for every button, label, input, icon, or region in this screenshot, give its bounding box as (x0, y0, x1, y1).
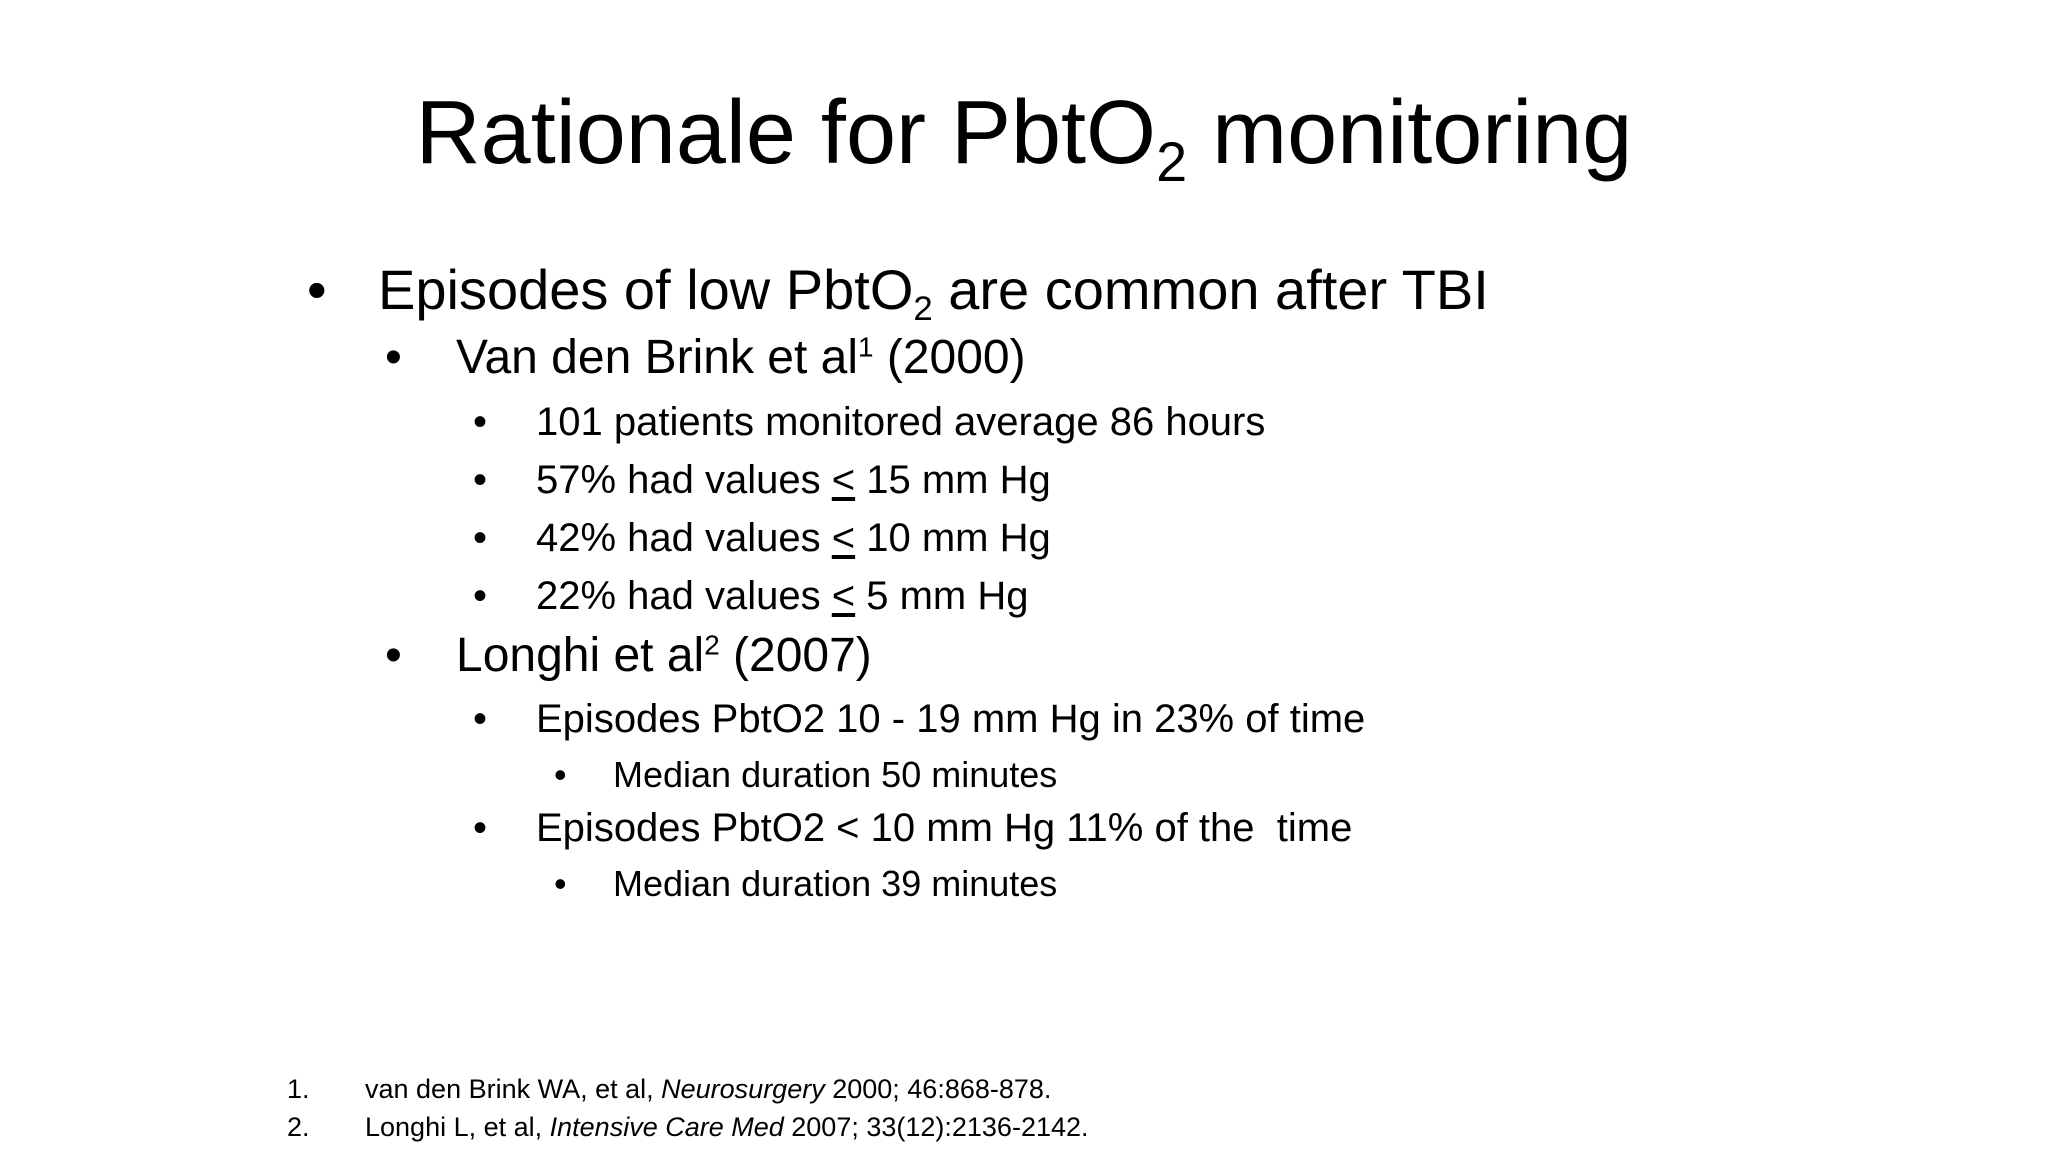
bullet-dot: • (473, 516, 488, 560)
list-item (473, 396, 1265, 448)
sub-list-item-text: Median duration 50 minutes (613, 754, 1058, 795)
reference-item (287, 1070, 1089, 1108)
list-item (473, 454, 1051, 506)
bullet-dot: • (473, 458, 488, 502)
list-item-text: 57% had values < 15 mm Hg (536, 458, 1051, 502)
reference-number: 2. (287, 1112, 310, 1142)
sub-list-item-text: Median duration 39 minutes (613, 863, 1058, 904)
study-title: Longhi et $al^2$ (2007) (456, 629, 872, 682)
bullet-dot: • (473, 574, 488, 618)
reference-item (287, 1108, 1089, 1146)
bullet-dot: • (473, 697, 488, 741)
sub-list-item (554, 752, 1057, 798)
list-item-text: 42% had values < 10 mm Hg (536, 516, 1051, 560)
list-item-text: 22% had values < 5 mm Hg (536, 574, 1029, 618)
references (287, 1070, 1089, 1146)
reference-number: 1. (287, 1074, 310, 1104)
bullet-dot: • (473, 806, 488, 850)
study-title: Van den Brink et $al^1$ (2000) (456, 331, 1026, 384)
study-bullet-longhi (385, 626, 872, 686)
list-item (473, 802, 1352, 854)
study-bullet-van-den-brink (385, 328, 1026, 388)
reference-text: Longhi L, et al, Intensive Care Med 2007; 33(12):2136-2142. (365, 1112, 1089, 1142)
bullet-dot: • (554, 754, 567, 795)
reference-text: van den Brink WA, et al, Neurosurgery 2000; 46:868-878. (365, 1074, 1052, 1104)
bullet-dot: • (307, 258, 327, 321)
list-item-text: Episodes PbtO2 < 10 mm Hg 11% of the time (536, 806, 1353, 850)
bullet-dot: • (554, 863, 567, 904)
bullet-dot: • (385, 629, 402, 682)
bullet-dot: • (473, 400, 488, 444)
title-text: Rationale for PbtO (415, 83, 1157, 183)
bullet-dot: • (385, 331, 402, 384)
list-item (473, 512, 1051, 564)
list-item-text: 101 patients monitored average 86 hours (536, 400, 1266, 444)
title-subscript: 2 (1156, 129, 1188, 193)
list-item-text: Episodes PbtO2 10 - 19 mm Hg in 23% of time (536, 697, 1366, 741)
list-item (473, 693, 1365, 745)
title-text-end: monitoring (1187, 83, 1633, 183)
slide-title (0, 78, 2048, 193)
list-item (473, 570, 1028, 622)
sub-list-item (554, 861, 1057, 907)
main-bullet-text: Episodes of low PbtO$_2$ are common after TBI (378, 258, 1489, 329)
main-bullet (307, 255, 1489, 329)
